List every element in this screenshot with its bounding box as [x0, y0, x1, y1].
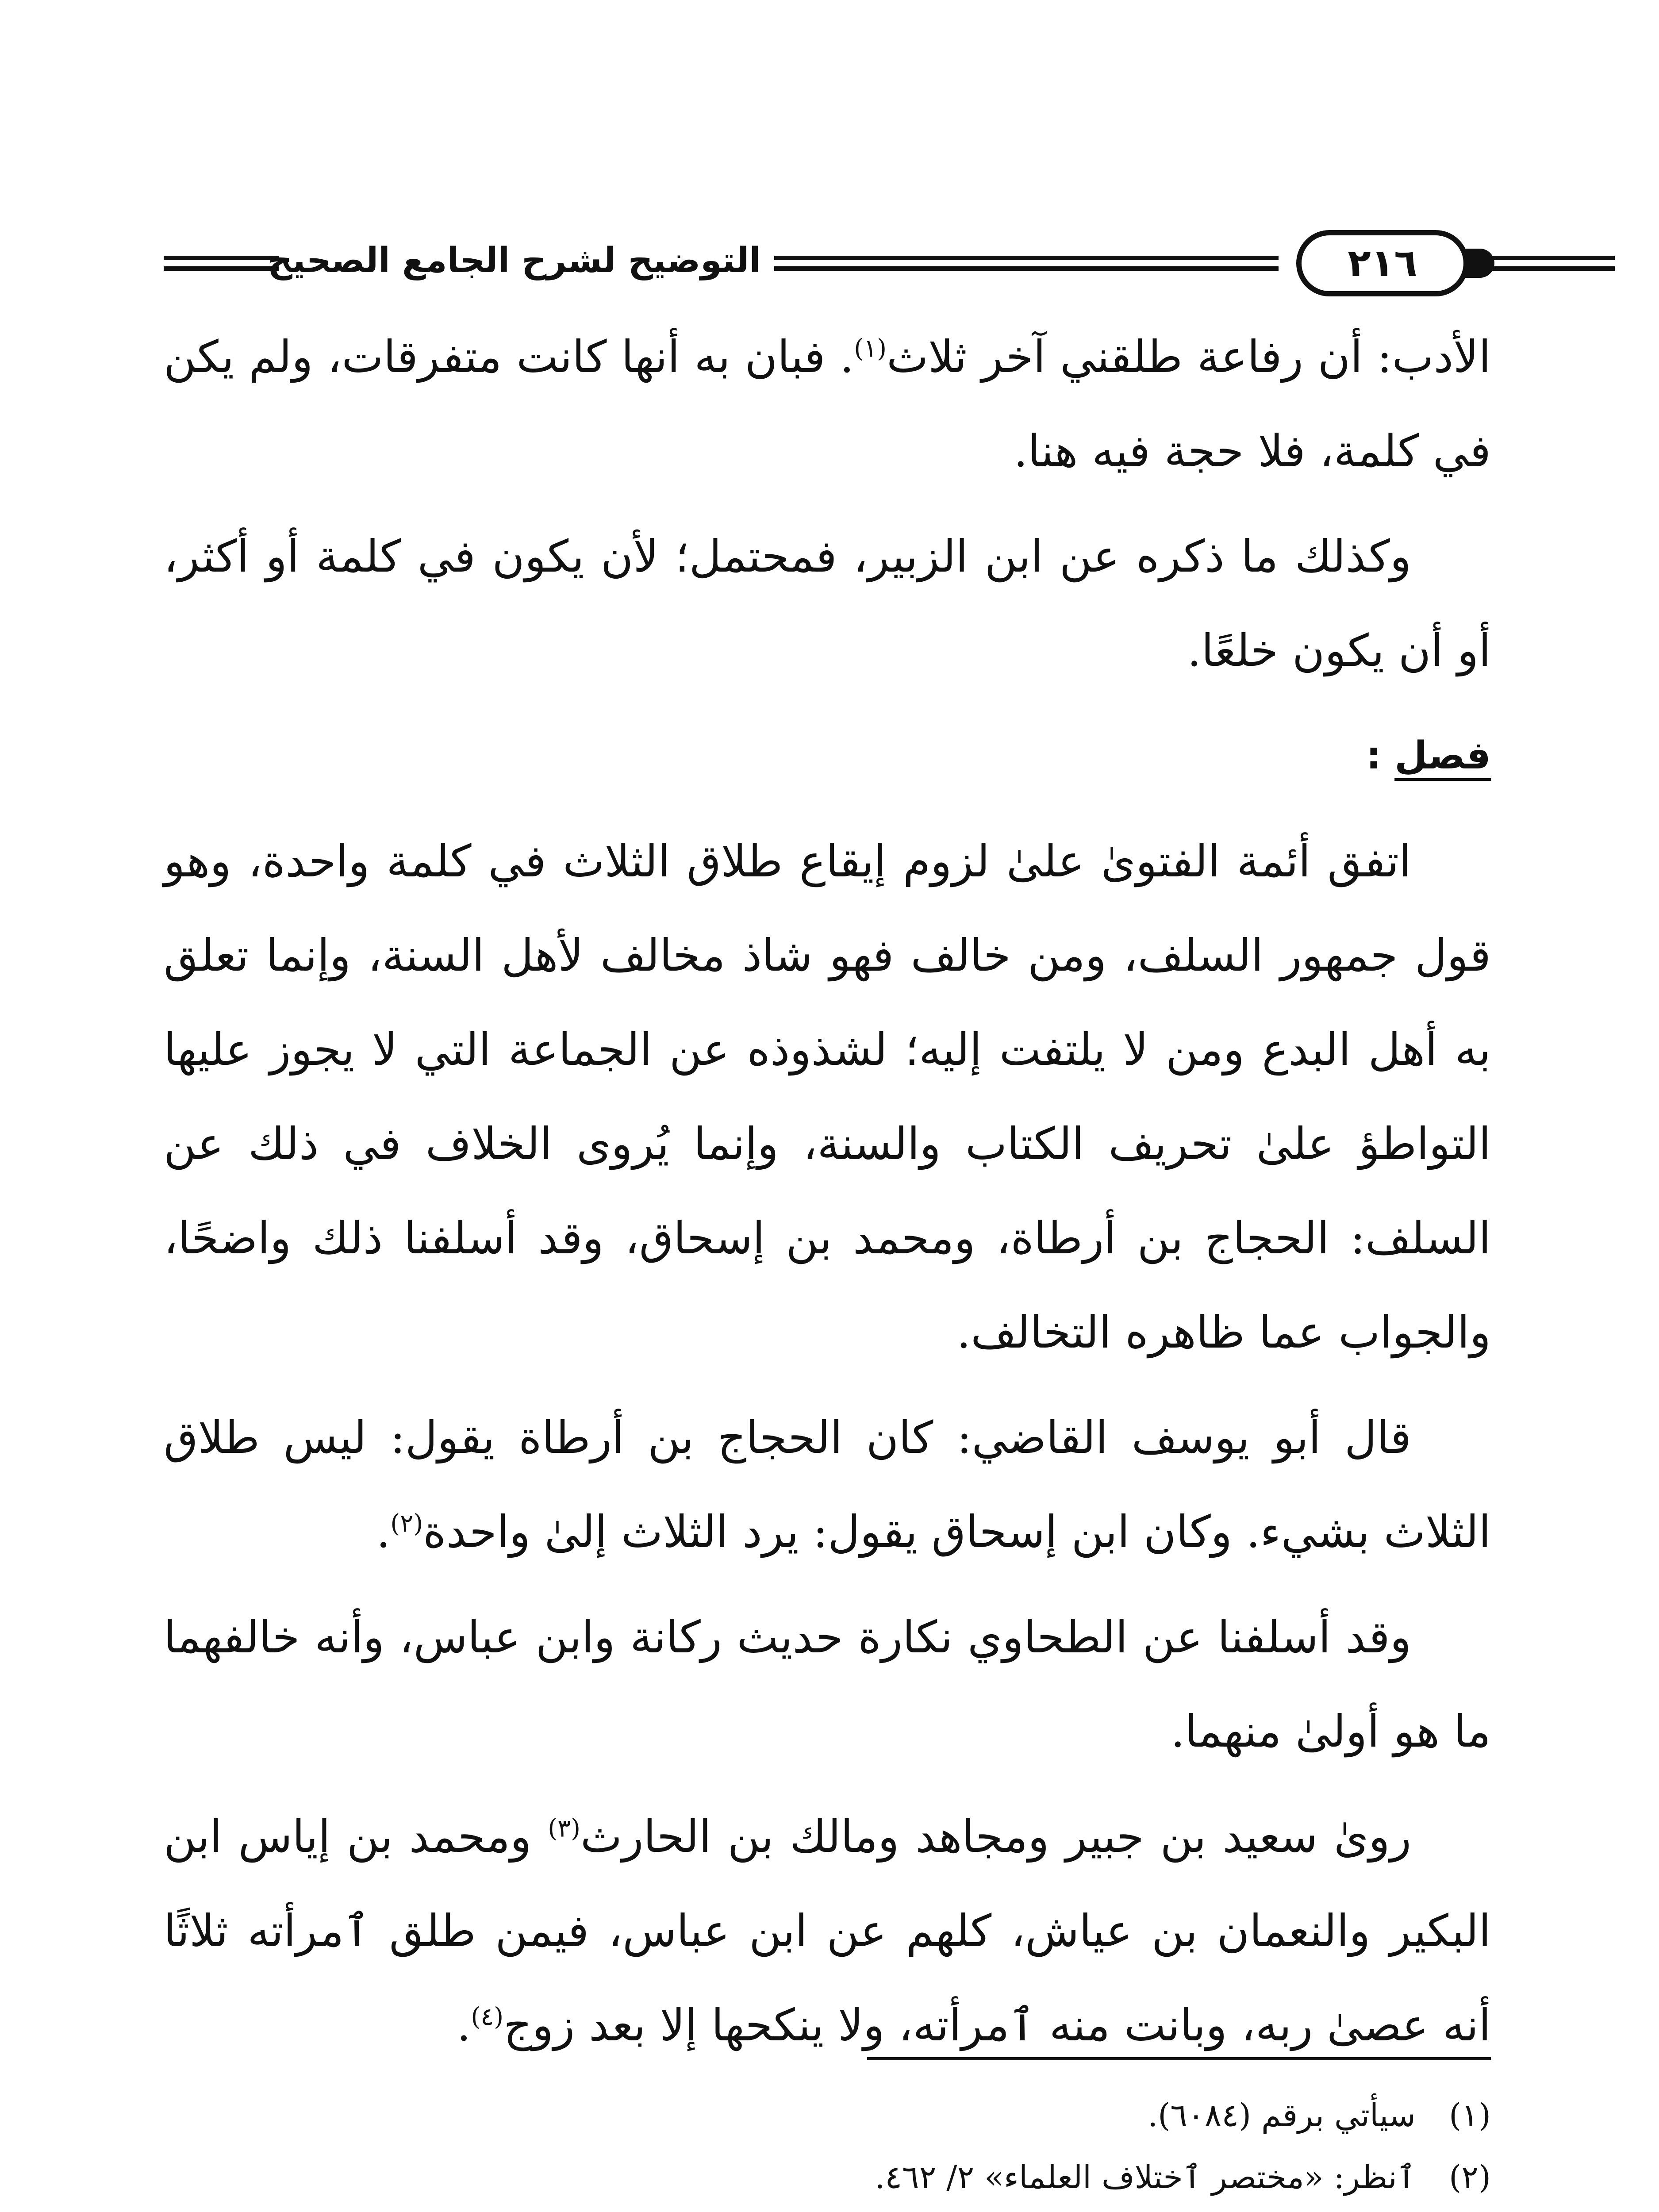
footnote-ref-2[interactable]: (٢) — [390, 1509, 423, 1538]
header-rule-right — [1482, 256, 1615, 260]
section-heading-colon: : — [1366, 733, 1382, 778]
paragraph-5: وقد أسلفنا عن الطحاوي نكارة حديث ركانة وابن عباس، وأنه خالفهما ما هو أولىٰ منهما. — [164, 1611, 1491, 1757]
footnote-text: ٱنظر: «مختصر ٱختلاف العلماء» ٢/ ٤٦٢. — [875, 2158, 1416, 2196]
header-rule-middle — [774, 256, 1279, 260]
paragraph-6: روىٰ سعيد بن جبير ومجاهد ومالك بن الحارث$^{(٣)}$ ومحمد بن إياس ابن البكير والنعمان بن عياش، كلهم عن ابن عباس، فيمن طلق ٱمرأته ثلاثًا أنه عصىٰ ربه، وبانت منه ٱمرأته، ولا ينكحها إلا بعد زوج$^{(٤)}$. — [164, 1811, 1491, 2051]
footnote-item — [164, 2088, 1491, 2142]
paragraph-2: وكذلك ما ذكره عن ابن الزبير، فمحتمل؛ لأن يكون في كلمة أو أكثر، أو أن يكون خلعًا. — [164, 530, 1491, 676]
page-number — [1296, 230, 1469, 296]
paragraph-1: الأدب: أن رفاعة طلقني آخر ثلاث$^{(١)}$. فبان به أنها كانت متفرقات، ولم يكن في كلمة، فلا حجة فيه هنا. — [164, 331, 1491, 477]
section-heading-word: فصل — [1394, 733, 1491, 778]
footnote-separator — [867, 2057, 1491, 2060]
footnote-ref-1[interactable]: (١) — [854, 334, 887, 363]
header-rule-left — [164, 256, 279, 260]
footnote-ref-3[interactable]: (٣) — [548, 1814, 580, 1843]
paragraph-4: قال أبو يوسف القاضي: كان الحجاج بن أرطاة يقول: ليس طلاق الثلاث بشيء. وكان ابن إسحاق يقول: يرد الثلاث إلىٰ واحدة$^{(٢)}$. — [164, 1412, 1491, 1558]
page-number-text: ٢١٦ — [1348, 241, 1417, 285]
footnotes — [164, 2088, 1491, 2212]
running-header — [164, 230, 1495, 296]
header-ornament — [1463, 249, 1494, 278]
footnote-ref-4[interactable]: (٤) — [471, 2002, 504, 2032]
paragraph-3: اتفق أئمة الفتوىٰ علىٰ لزوم إيقاع طلاق الثلاث في كلمة واحدة، وهو قول جمهور السلف، ومن خالف فهو شاذ مخالف لأهل السنة، وإنما تعلق به أهل البدع ومن لا يلتفت إليه؛ لشذوذه عن الجماعة التي لا يجوز عليها التواطؤ علىٰ تحريف الكتاب والسنة، وإنما يُروى الخلاف في ذلك عن السلف: الحجاج بن أرطاة، ومحمد بن إسحاق، وقد أسلفنا ذلك واضحًا، والجواب عما ظاهره التخالف. — [164, 835, 1491, 1358]
footnote-item — [164, 2150, 1491, 2204]
main-text — [164, 310, 1491, 2083]
footnote-number: (٢) — [1449, 2158, 1491, 2196]
section-heading — [164, 709, 1491, 803]
footnote-number: (١) — [1449, 2097, 1491, 2134]
footnote-text: سيأتي برقم (٦٠٨٤). — [1148, 2097, 1416, 2134]
running-title: التوضيح لشرح الجامع الصحيح — [267, 241, 761, 280]
